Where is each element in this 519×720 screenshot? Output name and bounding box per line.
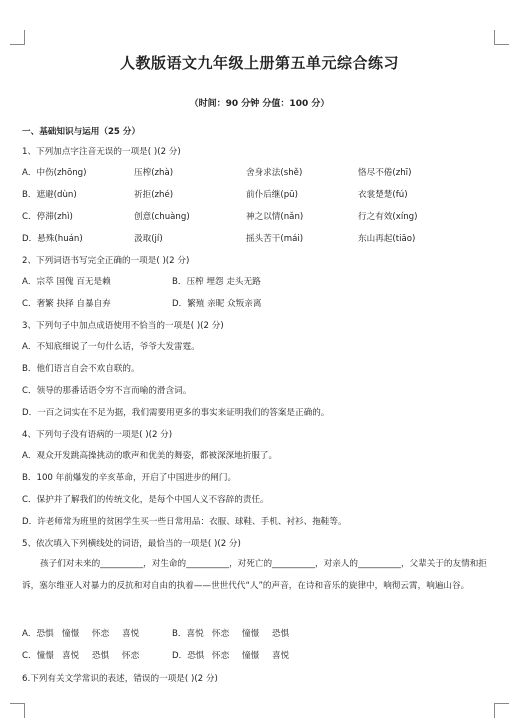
question-4-option: B．100 年前爆发的辛亥革命，开启了中国进步的闸门。 — [22, 473, 237, 483]
option-cell: 恪尽不倦(zhī) — [358, 168, 412, 178]
option-cell: 恐惧 — [272, 629, 290, 639]
option-cell: 神之以情(nǎn) — [246, 212, 304, 222]
question-6-stem: 6.下列有关文学常识的表述，错误的一项是( )(2 分) — [22, 674, 218, 684]
crop-mark-top-left — [10, 30, 25, 45]
document-subtitle: （时间：90 分钟 分值：100 分） — [189, 99, 330, 109]
option-cell: 喜悦 — [122, 629, 140, 639]
option-cell: 压榨(zhà) — [134, 168, 174, 178]
option-cell: A．宗萃 国傀 百无是赖 — [22, 277, 111, 287]
crop-mark-bottom-right — [494, 703, 509, 718]
option-cell: D．繁殖 亲昵 众叛亲离 — [172, 299, 262, 309]
question-5-passage: 孩子们对未来的__________，对生命的__________，对死亡的__________，对亲人的__________，父辈关于的友情和拒诉，塞尔维亚人对暴力的反抗和对自由的执着——世世代代“人”的声音，在诗和音乐的旋律中，响彻云霄，响遍山谷。 — [22, 559, 487, 591]
document-title: 人教版语文九年级上册第五单元综合练习 — [119, 54, 399, 72]
option-cell: B．压榨 埋怨 走头无路 — [172, 277, 261, 287]
option-cell: 怀恋 — [122, 651, 140, 661]
question-1-option-row — [22, 167, 411, 179]
option-cell: A．恐惧 — [22, 629, 54, 639]
option-cell: A．中伤(zhōng) — [22, 168, 87, 178]
question-2-option-row — [22, 298, 261, 310]
crop-mark-bottom-left — [10, 703, 25, 718]
option-cell: B．遮避(dùn) — [22, 190, 77, 200]
option-cell: C．奢繁 抉择 自暴自弃 — [22, 299, 111, 309]
question-3-option: B．他们语言自会不欢自联的。 — [22, 364, 140, 374]
question-1-option-row — [22, 189, 408, 201]
option-cell: 怀恋 — [212, 651, 230, 661]
option-cell: D．悬殊(huán) — [22, 234, 83, 244]
option-cell: 喜悦 — [62, 651, 80, 661]
question-4-option: D．许老师常为班里的贫困学生买一些日常用品：衣服、球鞋、手机、衬衫、拖鞋等。 — [22, 517, 347, 527]
question-5-option-row — [22, 650, 289, 662]
section-heading: 一、基础知识与运用（25 分） — [22, 127, 141, 137]
option-cell: 喜悦 — [272, 651, 290, 661]
option-cell: 前仆后继(pū) — [246, 190, 298, 200]
question-1-option-row — [22, 211, 417, 223]
option-cell: B．喜悦 — [172, 629, 204, 639]
question-4-option: C．保护并了解我们的传统文化，是每个中国人义不容辞的责任。 — [22, 495, 269, 505]
question-3-option: A．不知底细说了一句什么话，爷爷大发雷霆。 — [22, 342, 200, 352]
option-cell: 憧憬 — [242, 651, 260, 661]
option-cell: 怀恋 — [92, 629, 110, 639]
question-4-stem: 4、下列句子没有语病的一项是( )(2 分) — [22, 430, 173, 440]
option-cell: 憧憬 — [62, 629, 80, 639]
option-cell: 摇头苦干(mái) — [246, 234, 304, 244]
question-3-stem: 3、下列句子中加点成语使用不恰当的一项是( )(2 分) — [22, 321, 224, 331]
option-cell: 舍身求法(shě) — [246, 168, 303, 178]
question-1-stem: 1、下列加点字注音无误的一项是( )(2 分) — [22, 147, 181, 157]
option-cell: 东山再起(tiāo) — [358, 234, 416, 244]
option-cell: 祈拒(zhé) — [134, 190, 174, 200]
question-5-stem: 5、依次填入下列横线处的词语，最恰当的一项是( )(2 分) — [22, 539, 241, 549]
question-1-option-row — [22, 233, 415, 245]
option-cell: 恐惧 — [92, 651, 110, 661]
question-4-option: A．观众开发跳高操挑动的歌声和优美的舞姿，都被深深地折服了。 — [22, 451, 278, 461]
option-cell: 行之有效(xíng) — [358, 212, 418, 222]
option-cell: 汲取(jí) — [134, 234, 163, 244]
question-2-stem: 2、下列词语书写完全正确的一项是( )(2 分) — [22, 256, 190, 266]
option-cell: C．停滞(zhì) — [22, 212, 73, 222]
crop-mark-top-right — [494, 30, 509, 45]
question-5-option-row — [22, 628, 289, 640]
question-3-option: D．一百之词实在不足为据，我们需要用更多的事实来证明我们的答案是正确的。 — [22, 408, 330, 418]
option-cell: 创意(chuàng) — [134, 212, 190, 222]
option-cell: 怀恋 — [212, 629, 230, 639]
option-cell: C．憧憬 — [22, 651, 54, 661]
option-cell: 衣裳楚楚(fú) — [358, 190, 408, 200]
option-cell: 憧憬 — [242, 629, 260, 639]
option-cell: D．恐惧 — [172, 651, 205, 661]
question-2-option-row — [22, 276, 261, 288]
question-3-option: C．领导的那番话语令穷不言而喻的滑含词。 — [22, 386, 192, 396]
